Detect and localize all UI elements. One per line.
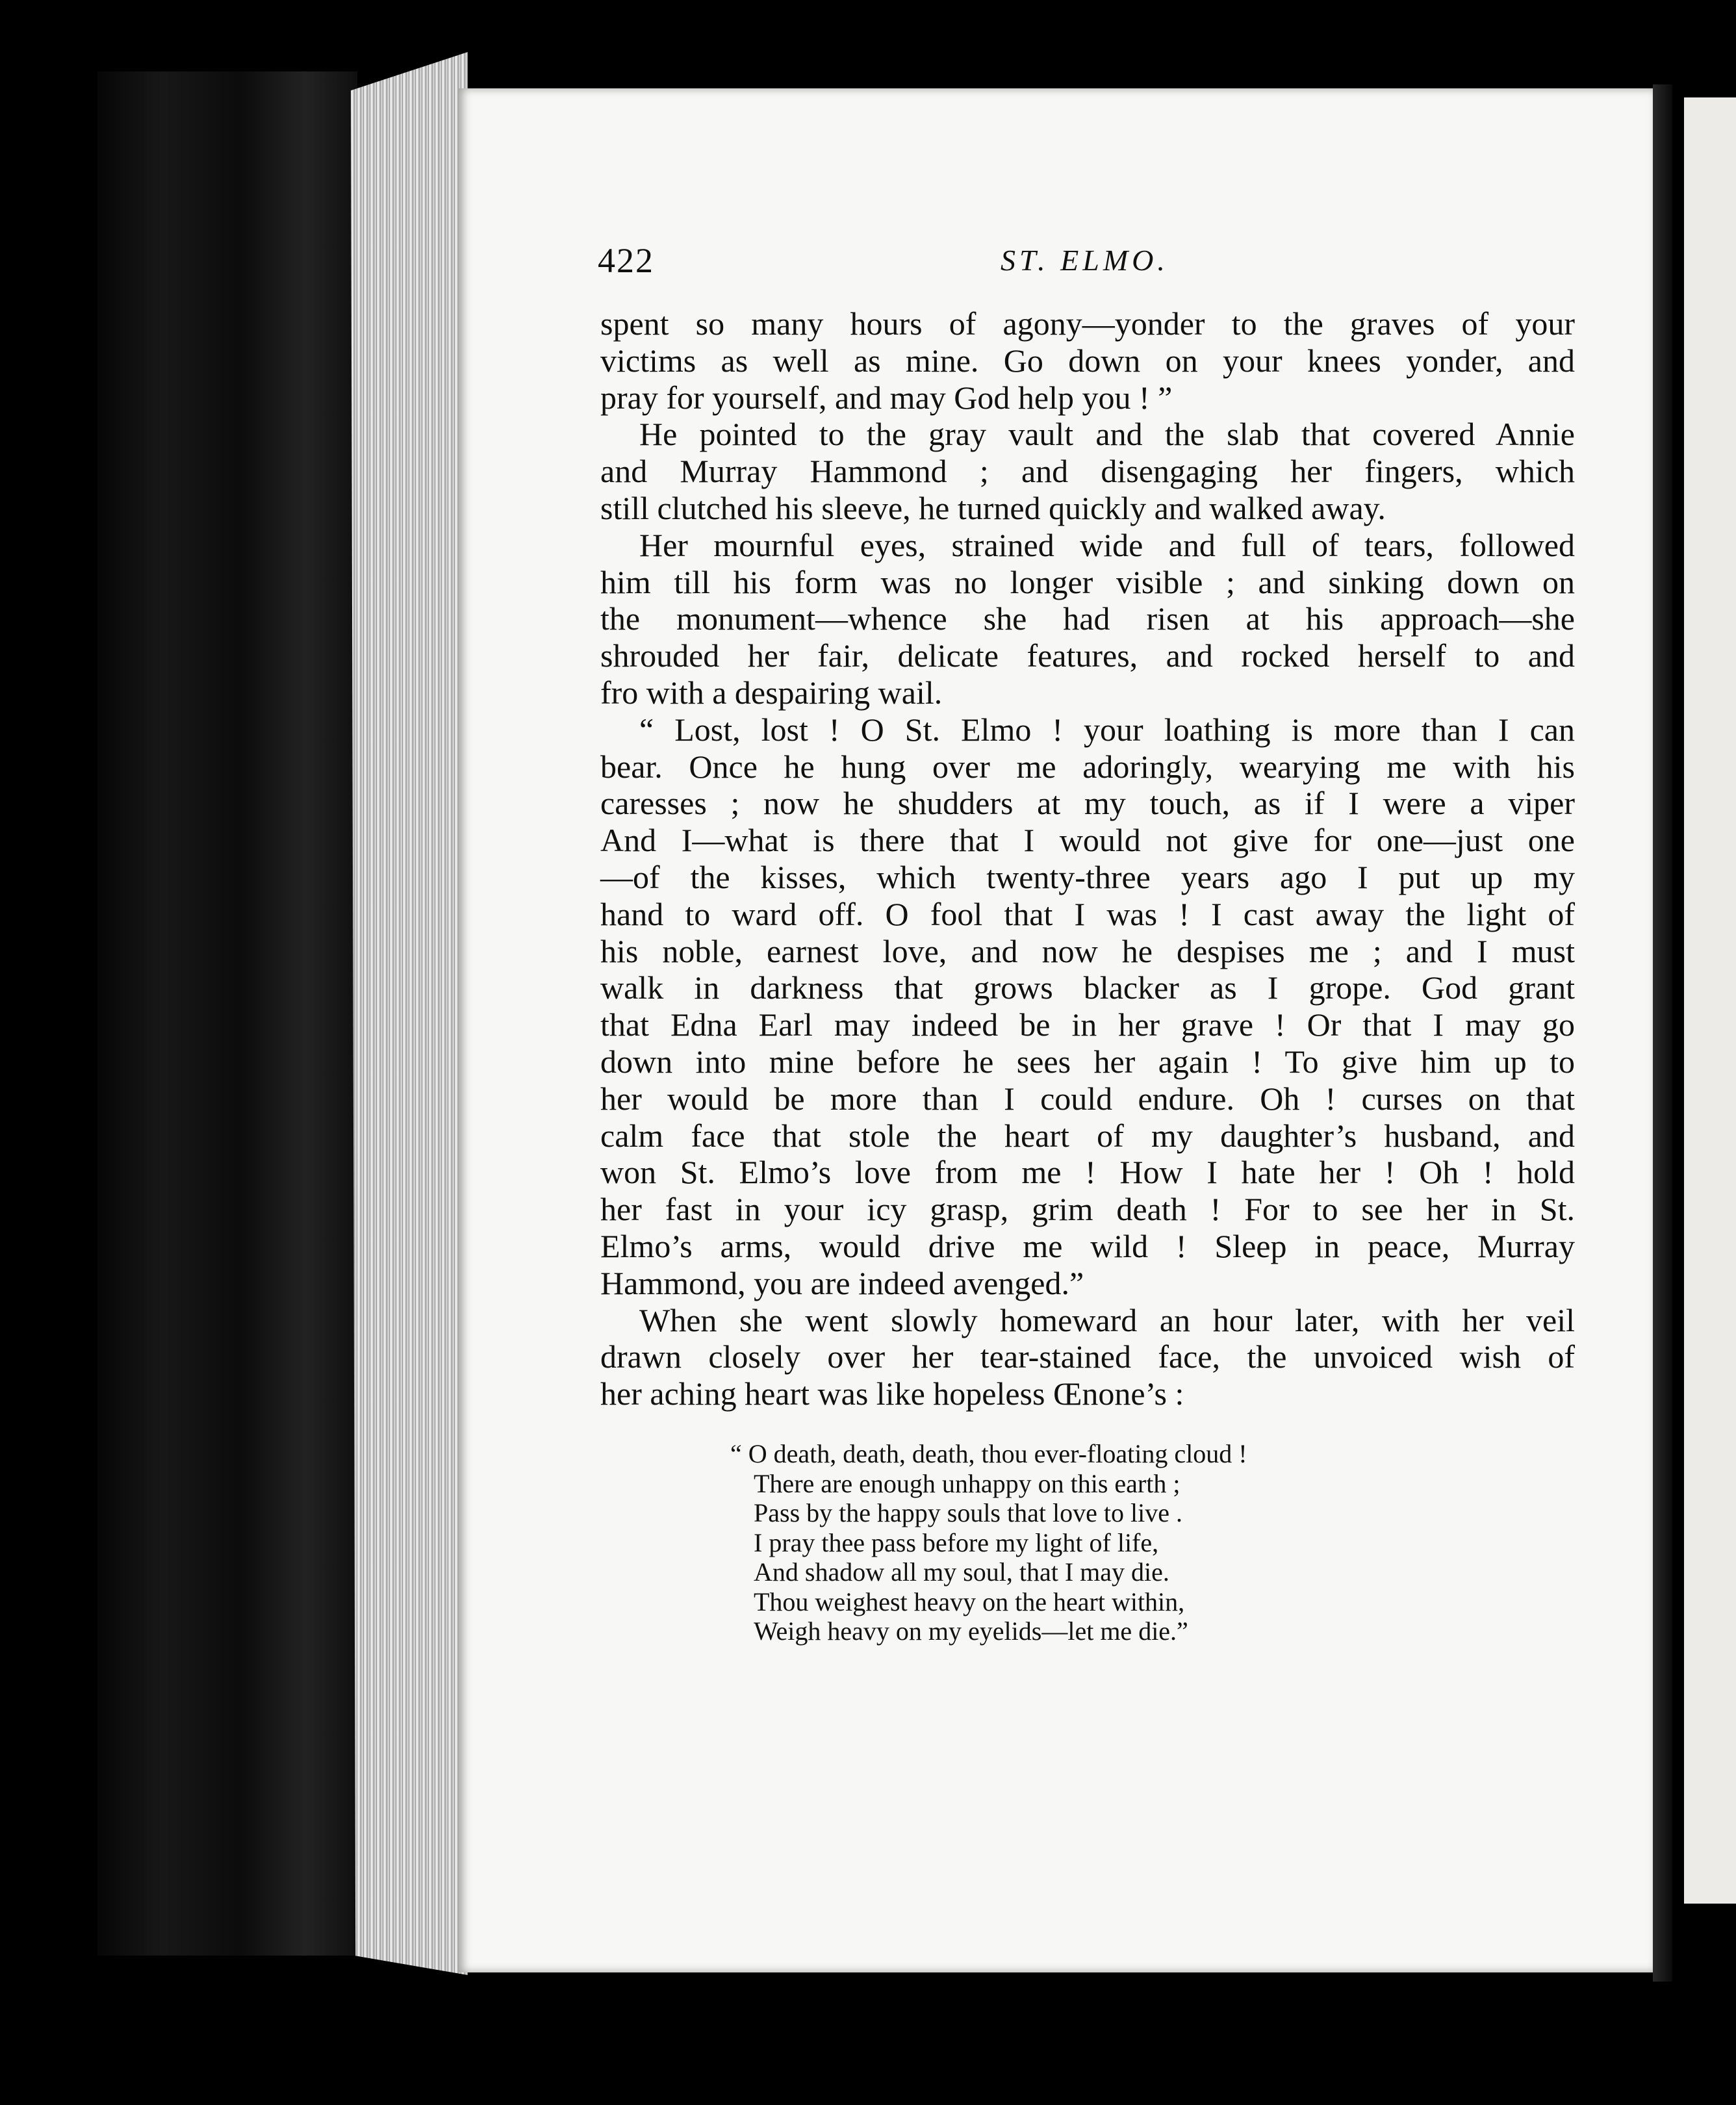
text-line: —of the kisses, which twenty-three years ago I put up my	[600, 858, 1575, 895]
text-line: Hammond, you are indeed avenged.”	[600, 1264, 1084, 1301]
text-line: her fast in your icy grasp, grim death ! For to see her in St.	[600, 1191, 1575, 1228]
text-line: spent so many hours of agony—yonder to the graves of your	[600, 305, 1575, 342]
body-text	[600, 305, 1575, 1412]
text-line: still clutched his sleeve, he turned quickly and walked away.	[600, 489, 1386, 526]
page-header	[598, 240, 1559, 292]
verse-line: Weigh heavy on my eyelids—let me die.”	[754, 1616, 1188, 1646]
text-line: shrouded her fair, delicate features, and rocked herself to and	[600, 637, 1575, 674]
verse-line: “ O death, death, death, thou ever-floating cloud !	[730, 1439, 1247, 1468]
text-line: hand to ward off. O fool that I was ! I cast away the light of	[600, 895, 1575, 932]
verse-quotation	[730, 1439, 1403, 1646]
gutter-shadow	[1653, 84, 1672, 1982]
text-line: down into mine before he sees her again ! To give him up to	[600, 1043, 1575, 1080]
text-line: pray for yourself, and may God help you ! ”	[600, 379, 1173, 416]
text-line: When she went slowly homeward an hour later, with her veil	[639, 1301, 1575, 1338]
verse-line: Thou weighest heavy on the heart within,	[754, 1587, 1185, 1616]
text-line: walk in darkness that grows blacker as I grope. God grant	[600, 969, 1575, 1006]
text-line: “ Lost, lost ! O St. Elmo ! your loathing is more than I can	[639, 711, 1575, 748]
text-line: bear. Once he hung over me adoringly, wearying me with his	[600, 748, 1575, 785]
text-line: drawn closely over her tear-stained face, the unvoiced wish of	[600, 1338, 1575, 1375]
text-line: won St. Elmo’s love from me ! How I hate her ! Oh ! hold	[600, 1154, 1575, 1191]
text-line: that Edna Earl may indeed be in her grave ! Or that I may go	[600, 1006, 1575, 1043]
text-line: the monument—whence she had risen at his approach—she	[600, 600, 1575, 637]
text-line: Elmo’s arms, would drive me wild ! Sleep in peace, Murray	[600, 1227, 1575, 1264]
running-head: ST. ELMO.	[1001, 244, 1169, 277]
text-line: her would be more than I could endure. Oh ! curses on that	[600, 1080, 1575, 1117]
book-binding	[97, 71, 357, 1956]
verse-line: I pray thee pass before my light of life,	[754, 1527, 1159, 1557]
text-line: Her mournful eyes, strained wide and full of tears, followed	[639, 526, 1575, 563]
text-line: victims as well as mine. Go down on your knees yonder, and	[600, 342, 1575, 379]
text-line: And I—what is there that I would not give for one—just one	[600, 822, 1575, 859]
facing-page-edge	[1684, 97, 1736, 1904]
text-line: He pointed to the gray vault and the slab that covered Annie	[639, 416, 1575, 453]
text-line: fro with a despairing wail.	[600, 674, 943, 711]
text-line: and Murray Hammond ; and disengaging her fingers, which	[600, 453, 1575, 490]
text-line: him till his form was no longer visible ; and sinking down on	[600, 563, 1575, 600]
verse-line: Pass by the happy souls that love to live .	[754, 1498, 1182, 1527]
verse-line: And shadow all my soul, that I may die.	[754, 1557, 1169, 1587]
verse-line: There are enough unhappy on this earth ;	[754, 1468, 1181, 1498]
page-number: 422	[598, 241, 654, 280]
text-line: caresses ; now he shudders at my touch, as if I were a viper	[600, 785, 1575, 822]
text-line: calm face that stole the heart of my daughter’s husband, and	[600, 1117, 1575, 1154]
page-edges	[351, 52, 468, 1975]
text-line: his noble, earnest love, and now he despises me ; and I must	[600, 932, 1575, 969]
text-line: her aching heart was like hopeless Œnone’s :	[600, 1375, 1184, 1412]
